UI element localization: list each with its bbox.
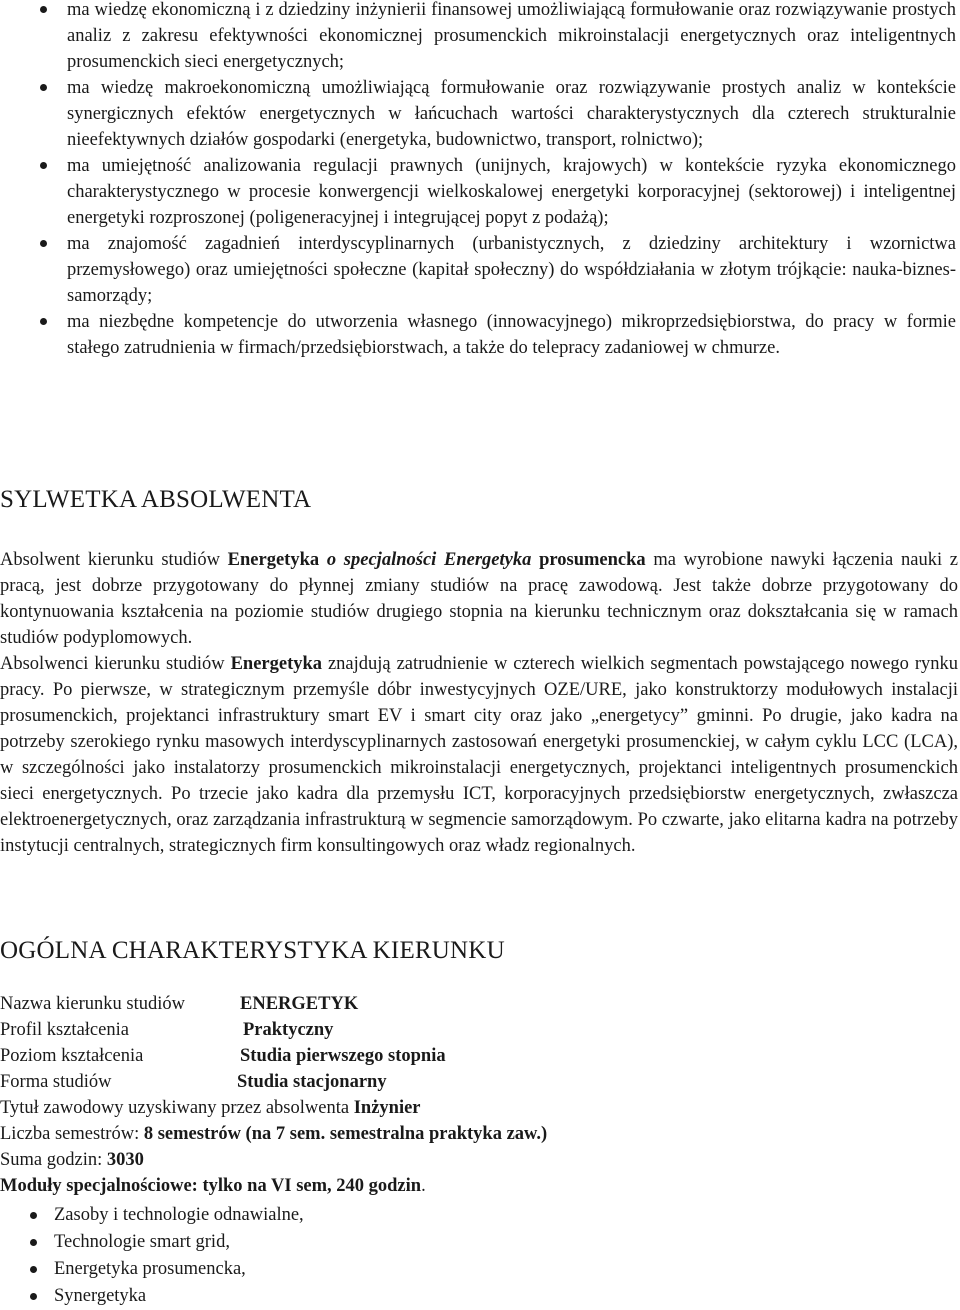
info-row-profil [0,1017,333,1043]
info-value: 3030 [106,1150,144,1170]
info-value: Praktyczny [243,1020,334,1040]
info-row-kierunek [0,991,358,1017]
info-row-tytul [0,1095,421,1121]
info-row-poziom [0,1043,446,1069]
section-heading-charakterystyka: OGÓLNA CHARAKTERYSTYKA KIERUNKU [0,937,505,964]
info-label: Profil kształcenia [0,1020,129,1040]
info-value: Inżynier [353,1098,421,1118]
info-value: Studia stacjonarny [237,1072,387,1092]
info-row-semestry [0,1121,547,1147]
info-label: Tytuł zawodowy uzyskiwany przez absolwenta [0,1098,354,1118]
info-value: ENERGETYK [240,994,359,1014]
info-label: Liczba semestrów: [0,1124,144,1144]
sylwetka-paragraph-2: Absolwenci kierunku studiów Energetyka znajdują zatrudnienie w czterech wielkich segmentach powstającego nowego rynku pracy. Po pierwsze, w strategicznym przemyśle dóbr inwestycyjnych OZE/URE, jako konstruktorzy modułowych instalacji prosumenckich, projektanci infrastruktury smart EV i smart city oraz jako „energetycy” gminni. Po drugie, jako kadra na potrzeby szerokiego rynku masowych interdyscyplinarnych zastosowań energetyki prosumenckiej, w całym cyklu LCC (LCA), w szczególności jako instalatorzy prosumenckich mikroinstalacji energetycznych, projektanci inteligentnych prosumenckich sieci energetycznych. Po trzecie jako kadra dla przemysłu ICT, korporacyjnych przedsiębiorstw energetycznych, zwłaszcza elektroenergetycznych, oraz zarządzania infrastrukturą w segmencie samorządowym. Po czwarte, jako elitarna kadra na potrzeby instytucji centralnych, strategicznych firm konsultingowych oraz władz regionalnych. [0,654,959,856]
section-heading-sylwetka: SYLWETKA ABSOLWENTA [0,486,312,513]
list-item: Energetyka prosumencka, [0,1256,960,1283]
info-label: Nazwa kierunku studiów [0,994,185,1014]
list-item: ma niezbędne kompetencje do utworzenia własnego (innowacyjnego) mikroprzedsiębiorstwa, do pracy w formie stałego zatrudnienia w firmach/przedsiębiorstwach, a także do telepracy zadaniowej w chmurze. [0,309,960,361]
info-row-forma [0,1069,387,1095]
info-value: 8 semestrów (na 7 sem. semestralna praktyka zaw.) [143,1124,548,1144]
list-item: ma wiedzę makroekonomiczną umożliwiającą formułowanie oraz rozwiązywanie prostych analiz w kontekście synergicznych efektów energetycznych w łańcuchach wartości charakterystycznych dla czterech strukturalnie nieefektywnych działów gospodarki (energetyka, budownictwo, transport, rolnictwo); [0,75,960,153]
list-item: Synergetyka [0,1283,960,1310]
list-item: Technologie smart grid, [0,1229,960,1256]
info-label: Moduły specjalnościowe: tylko na VI sem, 240 godzin [0,1176,422,1196]
sylwetka-paragraph-1: Absolwent kierunku studiów Energetyka o specjalności Energetyka prosumencka ma wyrobione nawyki łączenia nauki z pracą, jest dobrze przygotowany do płynnej zmiany studiów na pracę zawodową. Jest także dobrze przygotowany do kontynuowania kształcenia na poziomie studiów drugiego stopnia na kierunku technicznym oraz dokształcania się w ramach studiów podyplomowych. [0,550,959,648]
list-item: ma wiedzę ekonomiczną i z dziedziny inżynierii finansowej umożliwiającą formułowanie oraz rozwiązywanie prostych analiz z zakresu efektywności ekonomicznej prosumenckich mikroinstalacji energetycznych oraz inteligentnych prosumenckich sieci energetycznych; [0,0,960,75]
list-item: Zasoby i technologie odnawialne, [0,1202,960,1229]
list-item: ma umiejętność analizowania regulacji prawnych (unijnych, krajowych) w kontekście ryzyka ekonomicznego charakterystycznego w procesie konwergencji wielkoskalowej energetyki korporacyjnej (sektorowej) i inteligentnej energetyki rozproszonej (poligeneracyjnej i integrującej popyt z podażą); [0,153,960,231]
list-item: ma znajomość zagadnień interdyscyplinarnych (urbanistycznych, z dziedziny architektury i wzornictwa przemysłowego) oraz umiejętności społeczne (kapitał społeczny) do współdziałania w złotym trójkącie: nauka-biznes-samorządy; [0,231,960,309]
info-row-moduly: Moduły specjalnościowe: tylko na VI sem, 240 godzin. [0,1176,426,1196]
competence-list [0,0,960,361]
info-label: Suma godzin: [0,1150,107,1170]
info-label: Forma studiów [0,1072,112,1092]
module-list [0,1202,960,1310]
info-value: Studia pierwszego stopnia [240,1046,446,1066]
info-label: Poziom kształcenia [0,1046,144,1066]
info-row-godziny [0,1147,144,1173]
